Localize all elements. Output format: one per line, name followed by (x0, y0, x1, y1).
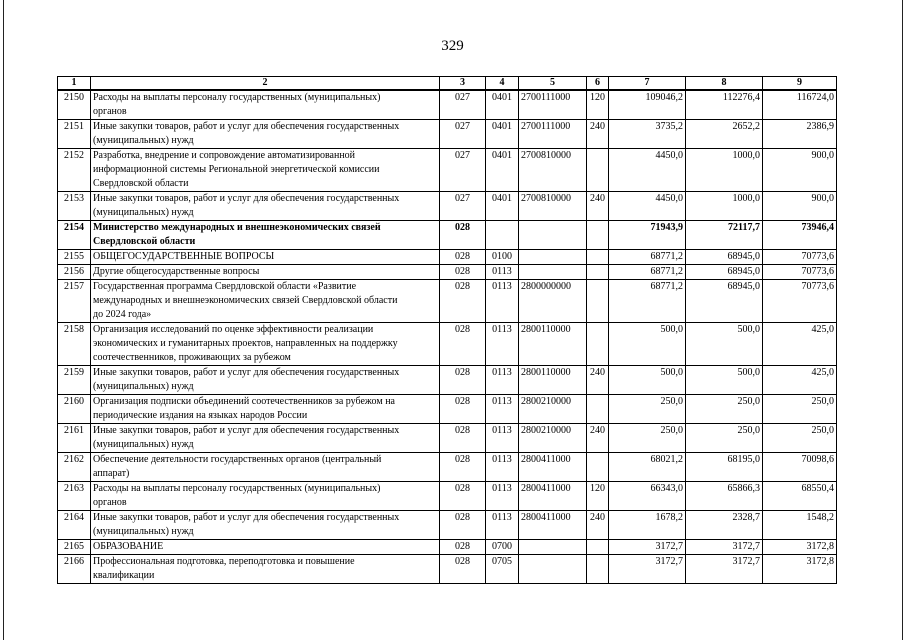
row-value-year-3: 3172,8 (763, 555, 837, 584)
row-section-code: 0700 (486, 540, 519, 555)
row-section-code: 0401 (486, 192, 519, 221)
row-ministry-code: 028 (440, 366, 486, 395)
row-value-year-3: 425,0 (763, 323, 837, 366)
row-number: 2155 (58, 250, 91, 265)
row-description (91, 482, 440, 511)
row-expense-type-code: 240 (587, 192, 609, 221)
row-description (91, 424, 440, 453)
row-ministry-code: 027 (440, 90, 486, 120)
description-line: (муниципальных) нужд (93, 526, 194, 537)
table-row (58, 280, 837, 323)
row-value-year-2: 1000,0 (686, 149, 763, 192)
description-line: Свердловской области (93, 236, 196, 247)
row-target-code: 2800210000 (519, 395, 587, 424)
row-value-year-2: 3172,7 (686, 555, 763, 584)
description-line: Иные закупки товаров, работ и услуг для обеспечения государственных (93, 121, 400, 132)
row-ministry-code: 028 (440, 395, 486, 424)
row-number: 2162 (58, 453, 91, 482)
page-frame-left (3, 0, 4, 640)
row-section-code: 0113 (486, 265, 519, 280)
row-description (91, 395, 440, 424)
row-value-year-1: 68771,2 (609, 280, 686, 323)
row-value-year-1: 4450,0 (609, 192, 686, 221)
table-row (58, 221, 837, 250)
row-value-year-2: 68945,0 (686, 280, 763, 323)
row-expense-type-code (587, 395, 609, 424)
table-row (58, 395, 837, 424)
row-expense-type-code: 120 (587, 90, 609, 120)
row-value-year-3: 250,0 (763, 395, 837, 424)
row-value-year-2: 68195,0 (686, 453, 763, 482)
description-line: Государственная программа Свердловской области «Развитие (93, 281, 357, 292)
row-value-year-2: 500,0 (686, 366, 763, 395)
row-description (91, 540, 440, 555)
row-value-year-1: 109046,2 (609, 90, 686, 120)
row-description (91, 90, 440, 120)
row-ministry-code: 028 (440, 540, 486, 555)
row-value-year-3: 73946,4 (763, 221, 837, 250)
description-line: Обеспечение деятельности государственных органов (центральный (93, 454, 382, 465)
description-line: Иные закупки товаров, работ и услуг для обеспечения государственных (93, 367, 400, 378)
row-section-code: 0113 (486, 511, 519, 540)
description-line: до 2024 года» (93, 309, 152, 320)
description-line: информационной системы Региональной энергетической комиссии (93, 164, 380, 175)
row-expense-type-code: 240 (587, 120, 609, 149)
row-value-year-3: 900,0 (763, 192, 837, 221)
row-number: 2152 (58, 149, 91, 192)
table-row (58, 323, 837, 366)
row-expense-type-code (587, 149, 609, 192)
description-line: органов (93, 497, 127, 508)
table-row (58, 424, 837, 453)
row-number: 2154 (58, 221, 91, 250)
row-value-year-2: 2328,7 (686, 511, 763, 540)
row-value-year-1: 3172,7 (609, 555, 686, 584)
row-number: 2164 (58, 511, 91, 540)
table-row (58, 540, 837, 555)
row-number: 2153 (58, 192, 91, 221)
table-row (58, 511, 837, 540)
row-value-year-2: 250,0 (686, 395, 763, 424)
row-expense-type-code (587, 280, 609, 323)
header-col-9: 9 (763, 77, 837, 91)
row-description (91, 149, 440, 192)
row-number: 2150 (58, 90, 91, 120)
description-line: (муниципальных) нужд (93, 207, 194, 218)
description-line: Расходы на выплаты персоналу государственных (муниципальных) (93, 92, 381, 103)
row-ministry-code: 028 (440, 424, 486, 453)
row-value-year-1: 68771,2 (609, 250, 686, 265)
row-expense-type-code: 120 (587, 482, 609, 511)
row-description (91, 511, 440, 540)
row-ministry-code: 027 (440, 149, 486, 192)
header-col-6: 6 (587, 77, 609, 91)
row-target-code: 2700810000 (519, 149, 587, 192)
row-number: 2151 (58, 120, 91, 149)
row-number: 2165 (58, 540, 91, 555)
row-number: 2158 (58, 323, 91, 366)
row-ministry-code: 028 (440, 221, 486, 250)
row-value-year-2: 2652,2 (686, 120, 763, 149)
table-body (58, 90, 837, 584)
row-description (91, 453, 440, 482)
row-section-code: 0113 (486, 424, 519, 453)
row-number: 2160 (58, 395, 91, 424)
row-value-year-3: 68550,4 (763, 482, 837, 511)
description-line: экономических и гуманитарных проектов, направленных на поддержку (93, 338, 398, 349)
description-line: Иные закупки товаров, работ и услуг для обеспечения государственных (93, 512, 400, 523)
row-target-code: 2800110000 (519, 366, 587, 395)
row-section-code: 0113 (486, 323, 519, 366)
row-ministry-code: 028 (440, 280, 486, 323)
row-expense-type-code: 240 (587, 366, 609, 395)
row-target-code: 2800000000 (519, 280, 587, 323)
row-section-code: 0401 (486, 90, 519, 120)
row-value-year-3: 3172,8 (763, 540, 837, 555)
row-value-year-2: 72117,7 (686, 221, 763, 250)
table-row (58, 265, 837, 280)
row-value-year-2: 3172,7 (686, 540, 763, 555)
table-row (58, 149, 837, 192)
row-value-year-2: 112276,4 (686, 90, 763, 120)
row-value-year-3: 900,0 (763, 149, 837, 192)
row-expense-type-code (587, 221, 609, 250)
table-row (58, 90, 837, 120)
row-value-year-1: 4450,0 (609, 149, 686, 192)
row-section-code: 0705 (486, 555, 519, 584)
description-line: (муниципальных) нужд (93, 439, 194, 450)
row-value-year-1: 68771,2 (609, 265, 686, 280)
description-line: органов (93, 106, 127, 117)
row-section-code: 0113 (486, 366, 519, 395)
row-description (91, 280, 440, 323)
header-col-8: 8 (686, 77, 763, 91)
row-value-year-3: 70098,6 (763, 453, 837, 482)
table-row (58, 120, 837, 149)
description-line: Министерство международных и внешнеэкономических связей (93, 222, 381, 233)
row-section-code: 0401 (486, 149, 519, 192)
row-ministry-code: 027 (440, 120, 486, 149)
row-expense-type-code (587, 555, 609, 584)
description-line: ОБРАЗОВАНИЕ (93, 541, 164, 552)
row-value-year-1: 250,0 (609, 424, 686, 453)
page-frame-right (902, 0, 903, 640)
row-ministry-code: 028 (440, 555, 486, 584)
row-value-year-2: 1000,0 (686, 192, 763, 221)
page-number: 329 (441, 38, 464, 54)
row-description (91, 323, 440, 366)
description-line: Организация подписки объединений соотечественников за рубежом на (93, 396, 395, 407)
row-ministry-code: 028 (440, 482, 486, 511)
row-number: 2159 (58, 366, 91, 395)
row-value-year-1: 68021,2 (609, 453, 686, 482)
description-line: Организация исследований по оценке эффективности реализации (93, 324, 374, 335)
row-value-year-3: 425,0 (763, 366, 837, 395)
row-target-code (519, 250, 587, 265)
description-line: Разработка, внедрение и сопровождение автоматизированной (93, 150, 356, 161)
row-section-code: 0113 (486, 453, 519, 482)
row-section-code: 0113 (486, 482, 519, 511)
row-number: 2156 (58, 265, 91, 280)
row-target-code (519, 555, 587, 584)
row-expense-type-code (587, 453, 609, 482)
row-value-year-2: 68945,0 (686, 250, 763, 265)
description-line: Иные закупки товаров, работ и услуг для обеспечения государственных (93, 425, 400, 436)
row-expense-type-code (587, 265, 609, 280)
row-description (91, 221, 440, 250)
row-ministry-code: 028 (440, 453, 486, 482)
row-expense-type-code (587, 323, 609, 366)
description-line: квалификации (93, 570, 155, 581)
row-value-year-1: 500,0 (609, 323, 686, 366)
row-expense-type-code: 240 (587, 424, 609, 453)
row-value-year-1: 3172,7 (609, 540, 686, 555)
table-row (58, 250, 837, 265)
table-row (58, 192, 837, 221)
row-description (91, 250, 440, 265)
row-value-year-3: 1548,2 (763, 511, 837, 540)
row-expense-type-code: 240 (587, 511, 609, 540)
description-line: Свердловской области (93, 178, 189, 189)
table-header-row (58, 77, 837, 91)
row-ministry-code: 028 (440, 250, 486, 265)
description-line: Иные закупки товаров, работ и услуг для обеспечения государственных (93, 193, 400, 204)
row-target-code (519, 540, 587, 555)
header-col-3: 3 (440, 77, 486, 91)
row-value-year-1: 71943,9 (609, 221, 686, 250)
table-row (58, 453, 837, 482)
row-value-year-3: 116724,0 (763, 90, 837, 120)
header-col-7: 7 (609, 77, 686, 91)
description-line: ОБЩЕГОСУДАРСТВЕННЫЕ ВОПРОСЫ (93, 251, 275, 262)
row-value-year-3: 250,0 (763, 424, 837, 453)
header-col-5: 5 (519, 77, 587, 91)
row-ministry-code: 028 (440, 511, 486, 540)
row-target-code: 2800411000 (519, 482, 587, 511)
row-expense-type-code (587, 250, 609, 265)
row-ministry-code: 028 (440, 323, 486, 366)
budget-table (57, 76, 837, 584)
row-value-year-1: 500,0 (609, 366, 686, 395)
row-value-year-2: 500,0 (686, 323, 763, 366)
row-section-code: 0113 (486, 395, 519, 424)
header-col-2: 2 (91, 77, 440, 91)
row-section-code: 0401 (486, 120, 519, 149)
row-value-year-3: 2386,9 (763, 120, 837, 149)
row-description (91, 192, 440, 221)
row-target-code (519, 221, 587, 250)
row-value-year-1: 250,0 (609, 395, 686, 424)
row-ministry-code: 028 (440, 265, 486, 280)
description-line: периодические издания на языках народов России (93, 410, 308, 421)
description-line: международных и внешнеэкономических связей Свердловской области (93, 295, 398, 306)
header-col-4: 4 (486, 77, 519, 91)
row-ministry-code: 027 (440, 192, 486, 221)
row-value-year-3: 70773,6 (763, 250, 837, 265)
row-target-code: 2700111000 (519, 90, 587, 120)
row-value-year-2: 250,0 (686, 424, 763, 453)
row-expense-type-code (587, 540, 609, 555)
table-row (58, 482, 837, 511)
description-line: (муниципальных) нужд (93, 135, 194, 146)
row-number: 2163 (58, 482, 91, 511)
row-value-year-1: 3735,2 (609, 120, 686, 149)
row-value-year-3: 70773,6 (763, 280, 837, 323)
row-target-code: 2800411000 (519, 511, 587, 540)
row-target-code (519, 265, 587, 280)
row-description (91, 555, 440, 584)
description-line: (муниципальных) нужд (93, 381, 194, 392)
table-row (58, 555, 837, 584)
row-target-code: 2800110000 (519, 323, 587, 366)
row-section-code: 0113 (486, 280, 519, 323)
row-target-code: 2700111000 (519, 120, 587, 149)
row-target-code: 2800210000 (519, 424, 587, 453)
header-col-1: 1 (58, 77, 91, 91)
description-line: Расходы на выплаты персоналу государственных (муниципальных) (93, 483, 381, 494)
description-line: Другие общегосударственные вопросы (93, 266, 260, 277)
row-description (91, 366, 440, 395)
row-description (91, 265, 440, 280)
row-section-code: 0100 (486, 250, 519, 265)
row-value-year-2: 65866,3 (686, 482, 763, 511)
description-line: соотечественников, проживающих за рубежом (93, 352, 291, 363)
row-number: 2157 (58, 280, 91, 323)
description-line: аппарат) (93, 468, 130, 479)
row-value-year-1: 66343,0 (609, 482, 686, 511)
table-row (58, 366, 837, 395)
row-target-code: 2700810000 (519, 192, 587, 221)
description-line: Профессиональная подготовка, переподготовка и повышение (93, 556, 355, 567)
row-value-year-3: 70773,6 (763, 265, 837, 280)
row-section-code (486, 221, 519, 250)
row-value-year-1: 1678,2 (609, 511, 686, 540)
row-target-code: 2800411000 (519, 453, 587, 482)
row-description (91, 120, 440, 149)
row-number: 2161 (58, 424, 91, 453)
row-value-year-2: 68945,0 (686, 265, 763, 280)
row-number: 2166 (58, 555, 91, 584)
